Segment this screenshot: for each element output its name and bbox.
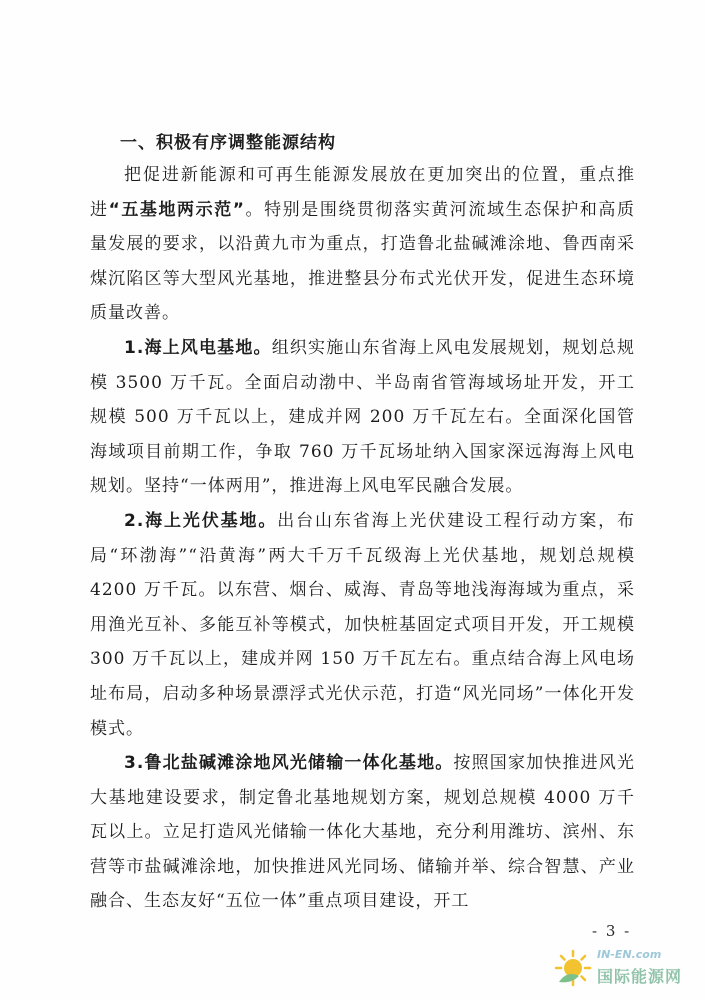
page-number: - 3 -: [592, 922, 632, 940]
paragraph-text: 把促进新能源和可再生能源发展放在更加突出的位置，重点推进: [90, 165, 635, 220]
paragraph-offshore-pv: [90, 504, 635, 746]
paragraph-offshore-wind: [90, 331, 635, 504]
paragraph-lead: 3.鲁北盐碱滩涂地风光储输一体化基地。: [124, 753, 454, 774]
watermark: [553, 944, 693, 992]
section-heading: 一、积极有序调整能源结构: [120, 133, 336, 153]
paragraph-emphasis: “五基地两示范”: [108, 199, 245, 220]
document-body: [90, 128, 635, 919]
paragraph-text: 组织实施山东省海上风电发展规划，规划总规模 3500 万千瓦。全面启动渤中、半岛南省管海域场址开发，开工规模 500 万千瓦以上，建成并网 200 万千瓦左右。全面深化国管海域项目前期工作，争取 760 万千瓦场址纳入国家深远海海上风电规划。坚持“一体两用”，推进海上风电军民融合发展。: [90, 337, 635, 497]
watermark-domain: IN-EN.com: [597, 948, 662, 961]
paragraph-text: 按照国家加快推进风光大基地建设要求，制定鲁北基地规划方案，规划总规模 4000 万千瓦以上。立足打造风光储输一体化大基地，充分利用潍坊、滨州、东营等市盐碱滩涂地，加快推进风光同场、储输并举、综合智慧、产业融合、生态友好“五位一体”重点项目建设，开工: [90, 753, 635, 912]
paragraph-text: 出台山东省海上光伏建设工程行动方案，布局“环渤海”“沿黄海”两大千万千瓦级海上光伏基地，规划总规模 4200 万千瓦。以东营、烟台、威海、青岛等地浅海海域为重点，采用渔光互补、多能互补等模式，加快桩基固定式项目开发，开工规模 300 万千瓦以上，建成并网 150 万千瓦左右。重点结合海上风电场址布局，启动多种场景漂浮式光伏示范，打造“风光同场”一体化开发模式。: [90, 510, 635, 739]
paragraph-intro: [90, 158, 635, 331]
paragraph-lead: 2.海上光伏基地。: [124, 510, 278, 531]
watermark-name: 国际能源网: [597, 967, 683, 986]
paragraph-lubei-base: [90, 746, 635, 919]
sun-logo-icon: [553, 948, 593, 988]
paragraph-text-after: 。特别是围绕贯彻落实黄河流域生态保护和高质量发展的要求，以沿黄九市为重点，打造鲁北盐碱滩涂地、鲁西南采煤沉陷区等大型风光基地，推进整县分布式光伏开发，促进生态环境质量改善。: [90, 199, 636, 324]
paragraph-lead: 1.海上风电基地。: [124, 337, 272, 358]
